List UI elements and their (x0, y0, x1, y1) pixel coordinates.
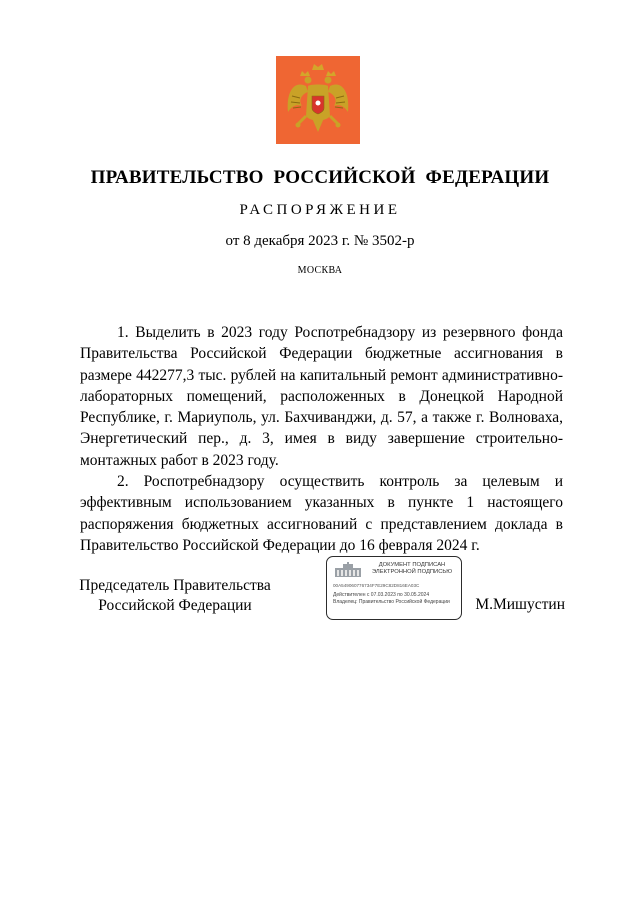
stamp-title-line2: ЭЛЕКТРОННОЙ ПОДПИСЬЮ (371, 569, 453, 575)
signer-position-line1: Председатель Правительства (79, 577, 271, 594)
organization-title: ПРАВИТЕЛЬСТВО РОССИЙСКОЙ ФЕДЕРАЦИИ (90, 167, 550, 188)
electronic-signature-stamp (326, 556, 462, 620)
document-body (80, 322, 563, 556)
document-type: РАСПОРЯЖЕНИЕ (239, 202, 401, 218)
document-city: МОСКВА (297, 265, 343, 276)
stamp-certificate-number: 00A549060776734F7E29C82D816EA03C (333, 583, 420, 588)
signer-name: М.Мишустин (475, 596, 565, 613)
government-building-icon (333, 562, 363, 578)
document-date-number: от 8 декабря 2023 г. № 3502-р (225, 233, 415, 249)
stamp-validity: Действителен с 07.03.2023 по 30.05.2024 (333, 592, 430, 598)
stamp-title-line1: ДОКУМЕНТ ПОДПИСАН (378, 562, 446, 568)
paragraph-2: 2. Роспотребнадзору осуществить контроль за целевым и эффективным использованием указанных в пункте 1 настоящего распоряжения бюджетных ассигнований с представлением доклада в Правительство Российской Федерации до 16 февраля 2024 г. (80, 473, 563, 554)
coat-of-arms-icon (276, 56, 360, 144)
signer-position (75, 576, 275, 616)
signer-position-line2: Российской Федерации (98, 597, 252, 614)
stamp-owner: Владелец: Правительство Российской Федерации (333, 599, 450, 605)
paragraph-1: 1. Выделить в 2023 году Роспотребнадзору из резервного фонда Правительства Российской Федерации бюджетные ассигнования в размере 442277,3 тыс. рублей на капитальный ремонт административно-лабораторных помещений, расположенных в Донецкой Народной Республике, г. Мариуполь, ул. Бахчиванджи, д. 57, а также г. Волноваха, Энергетический пер., д. 3, имея в виду завершение строительно-монтажных работ в 2023 году. (80, 324, 563, 469)
